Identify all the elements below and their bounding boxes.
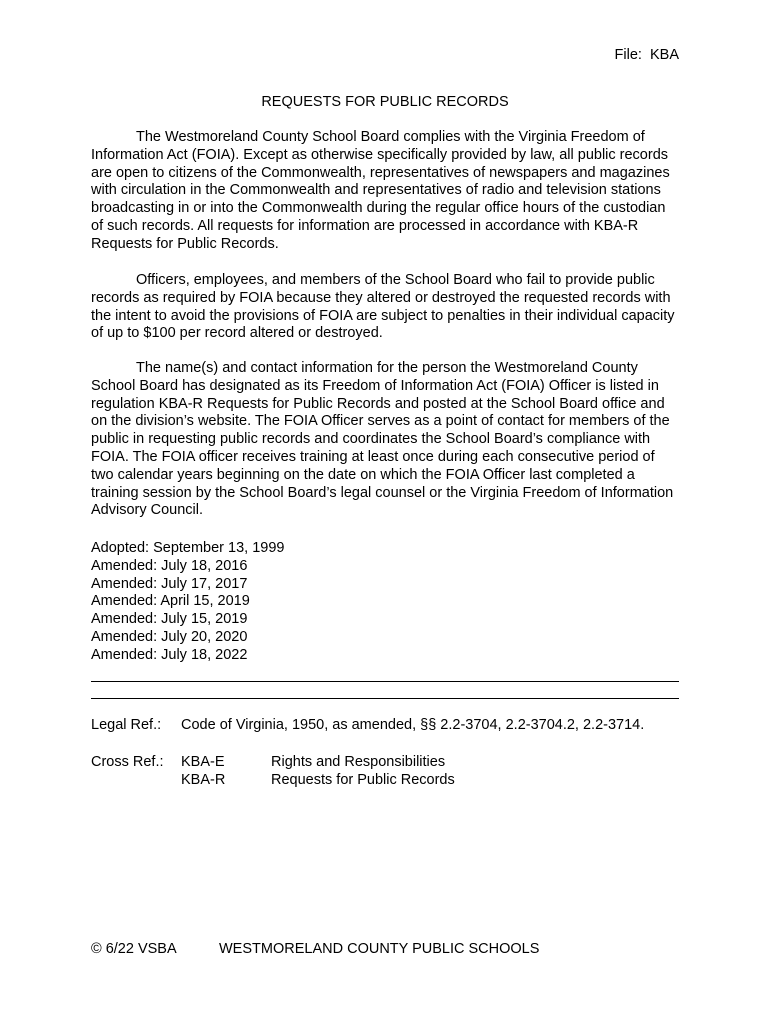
legal-ref-label: Legal Ref.: [91,717,162,733]
footer-organization: WESTMORELAND COUNTY PUBLIC SCHOOLS [219,941,540,957]
cross-ref-code: KBA-R [181,771,226,788]
paragraph-text: The name(s) and contact information for the person the Westmoreland County School Board has designated as its Freedom of Information Act (FOIA) Officer is listed in regulation KBA-R Requests for Public Records and posted at the School Board office and on the division’s website. The FOIA Officer serves as a point of contact for members of the public in requesting public records and coordinates the School Board’s compliance with FOIA. The FOIA officer receives training at least once during each consecutive period of two calendar years beginning on the date on which the FOIA Officer last completed a training session by the School Board’s legal counsel or the Virginia Freedom of Information Advisory Council. [91,360,674,519]
adoption-history [91,540,284,665]
cross-ref-description: Rights and Responsibilities [271,754,446,770]
divider-line [91,698,679,699]
history-entry: Adopted: September 13, 1999 [91,540,285,556]
divider-line [91,681,679,682]
history-entry: Amended: April 15, 2019 [91,593,250,610]
history-entry: Amended: July 18, 2022 [91,646,248,663]
history-entry: Amended: July 20, 2020 [91,628,248,645]
cross-ref-label: Cross Ref.: [91,754,164,770]
cross-ref-description: Requests for Public Records [271,771,455,788]
policy-paragraph [91,129,679,254]
policy-paragraph [91,272,679,343]
legal-ref-text: Code of Virginia, 1950, as amended, §§ 2.2-3704, 2.2-3704.2, 2.2-3714. [181,717,645,733]
cross-reference [91,754,455,790]
legal-reference [91,717,644,735]
cross-ref-code: KBA-E [181,754,225,770]
file-label: File: KBA [614,47,679,63]
history-entry: Amended: July 18, 2016 [91,557,248,574]
history-entry: Amended: July 15, 2019 [91,611,248,628]
paragraph-text: Officers, employees, and members of the School Board who fail to provide public records as required by FOIA because they altered or destroyed the requested records with the intent to avoid the provisions of FOIA are subject to penalties in their individual capacity of up to $100 per record altered or destroyed. [91,272,675,342]
history-entry: Amended: July 17, 2017 [91,575,248,592]
paragraph-text: The Westmoreland County School Board complies with the Virginia Freedom of Information Act (FOIA). Except as otherwise specifically provided by law, all public records are open to citizens of the Commonwealth, representatives of newspapers and magazines with circulation in the Commonwealth and representatives of radio and television stations broadcasting in or into the Commonwealth during the regular office hours of the custodian of such records. All requests for information are processed in accordance with KBA-R Requests for Public Records. [91,129,670,252]
page-title: REQUESTS FOR PUBLIC RECORDS [261,94,509,110]
policy-paragraph [91,360,679,520]
footer-copyright: © 6/22 VSBA [91,941,177,957]
